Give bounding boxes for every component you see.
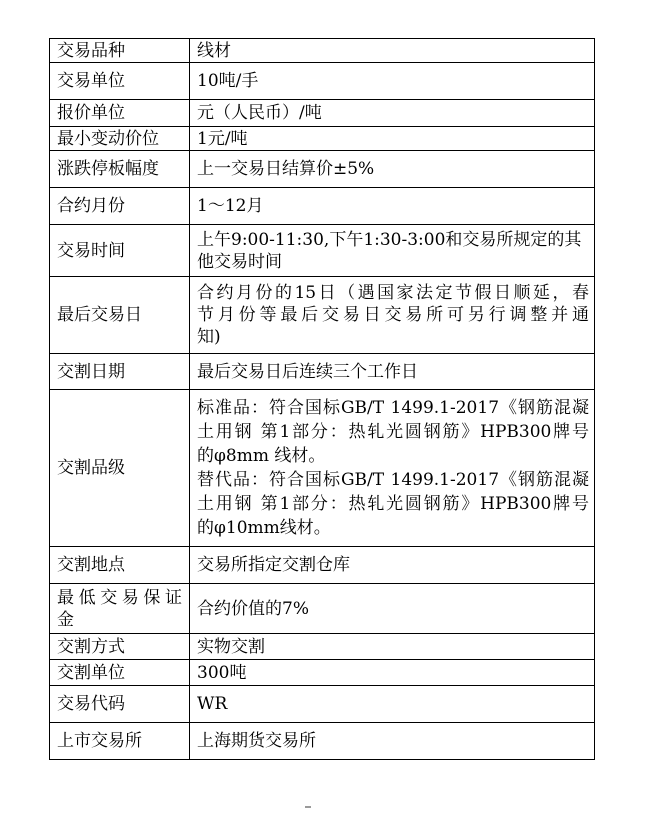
row-label: 交割地点: [50, 547, 190, 584]
table-row: [50, 188, 595, 225]
row-label: 合约月份: [50, 188, 190, 225]
table-row: [50, 39, 595, 63]
row-value: 实物交割: [190, 634, 595, 660]
row-label: 报价单位: [50, 100, 190, 127]
table-row: [50, 634, 595, 660]
row-value: 最后交易日后连续三个工作日: [190, 354, 595, 390]
table-row: [50, 390, 595, 547]
table-row: [50, 723, 595, 760]
table-row: [50, 63, 595, 100]
row-label: 最小变动价位: [50, 127, 190, 151]
row-label: 涨跌停板幅度: [50, 151, 190, 188]
table-row: [50, 660, 595, 686]
row-value: 300吨: [190, 660, 595, 686]
row-label: 交割品级: [50, 390, 190, 547]
page-footer-mark: [305, 806, 311, 808]
row-value: 上一交易日结算价±5%: [190, 151, 595, 188]
row-label: 交易时间: [50, 225, 190, 277]
row-label: 交割日期: [50, 354, 190, 390]
row-value: 交易所指定交割仓库: [190, 547, 595, 584]
row-value: 上海期货交易所: [190, 723, 595, 760]
row-value: 1元/吨: [190, 127, 595, 151]
table-row: [50, 584, 595, 634]
row-value: 10吨/手: [190, 63, 595, 100]
row-value: 1～12月: [190, 188, 595, 225]
table-row: [50, 100, 595, 127]
row-label: 交割单位: [50, 660, 190, 686]
row-value: 上午9:00-11:30,下午1:30-3:00和交易所规定的其 他交易时间: [190, 225, 595, 277]
contract-spec-table: [49, 38, 595, 760]
table-row: [50, 225, 595, 277]
table-row: [50, 686, 595, 723]
row-label: 上市交易所: [50, 723, 190, 760]
row-label: 交割方式: [50, 634, 190, 660]
row-value: 元（人民币）/吨: [190, 100, 595, 127]
table-row: [50, 127, 595, 151]
table-row: [50, 354, 595, 390]
row-value: 标准品：符合国标GB/T 1499.1-2017《钢筋混凝 土用钢 第1部分：热轧光圆钢筋》HPB300牌号 的φ8mm 线材。 替代品：符合国标GB/T 1499.1-2017《钢筋混凝 土用钢 第1部分：热轧光圆钢筋》HPB300牌号 的φ10mm线材。: [190, 390, 595, 547]
row-label: 最低交易保证 金: [50, 584, 190, 634]
table-row: [50, 547, 595, 584]
row-value: 线材: [190, 39, 595, 63]
table-row: [50, 277, 595, 354]
row-value: WR: [190, 686, 595, 723]
row-label: 交易品种: [50, 39, 190, 63]
table-row: [50, 151, 595, 188]
row-label: 最后交易日: [50, 277, 190, 354]
row-label: 交易单位: [50, 63, 190, 100]
row-value: 合约月份的15日（遇国家法定节假日顺延，春 节月份等最后交易日交易所可另行调整并通 知): [190, 277, 595, 354]
row-value: 合约价值的7%: [190, 584, 595, 634]
row-label: 交易代码: [50, 686, 190, 723]
